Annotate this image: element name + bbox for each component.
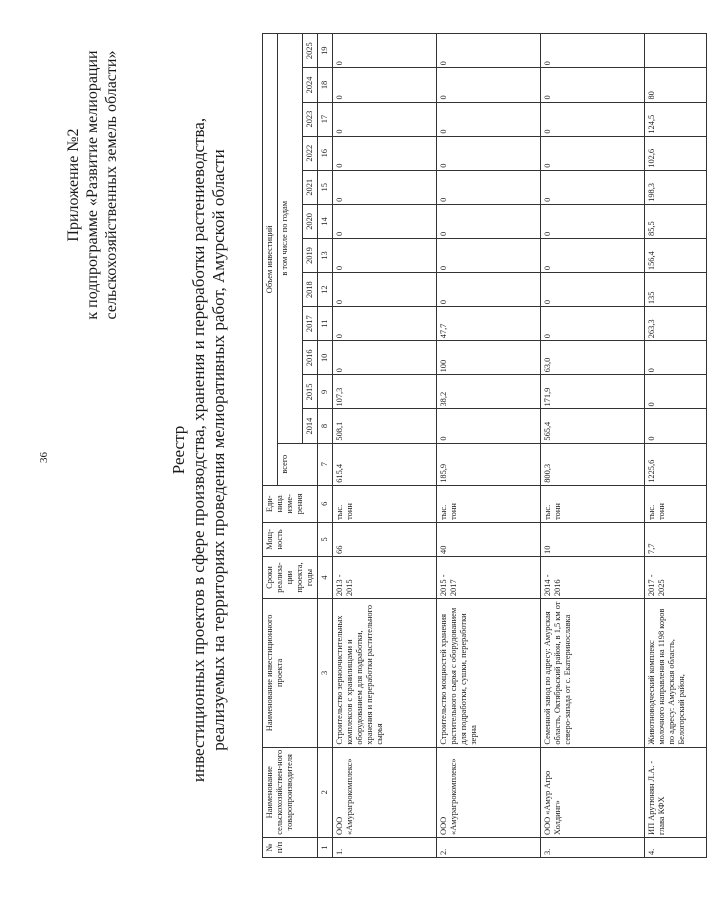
row-unit: тыс. тонн [333, 485, 437, 522]
column-number: 4 [318, 556, 333, 598]
page-number: 36 [38, 452, 50, 463]
header-investment: Объем инвестиций [263, 34, 278, 486]
column-number: 12 [318, 273, 333, 307]
column-number: 16 [318, 136, 333, 170]
appendix-line-1: Приложение №2 [65, 128, 82, 242]
investment-projects-table [262, 33, 707, 858]
row-year-value: 0 [333, 136, 437, 170]
row-year-value: 198,3 [645, 170, 707, 204]
row-year-value: 0 [333, 170, 437, 204]
row-year-value: 80 [645, 68, 707, 102]
row-year-value: 85,5 [645, 204, 707, 238]
row-terms: 2017 - 2025 [645, 556, 707, 598]
row-year-value: 0 [333, 341, 437, 375]
row-year-value: 47,7 [437, 307, 541, 341]
row-number: 4. [645, 837, 707, 857]
table-row [645, 34, 707, 858]
row-unit: тыс. тонн [645, 485, 707, 522]
row-year-value: 0 [541, 136, 645, 170]
row-capacity: 66 [333, 522, 437, 556]
header-year: 2022 [303, 136, 318, 170]
header-year: 2023 [303, 102, 318, 136]
row-year-value: 0 [333, 34, 437, 68]
row-year-value: 0 [437, 68, 541, 102]
row-year-value: 0 [541, 307, 645, 341]
column-number: 14 [318, 204, 333, 238]
row-terms: 2014 - 2016 [541, 556, 645, 598]
row-project: Строительство зерноочистительных комплексов с хранилищами и оборудованием для подработки, хранения и переработки растительного сырья [333, 599, 437, 748]
row-number: 1. [333, 837, 437, 857]
column-number: 13 [318, 238, 333, 272]
row-year-value: 0 [437, 170, 541, 204]
row-capacity: 7,7 [645, 522, 707, 556]
table-row [541, 34, 645, 858]
header-year: 2019 [303, 238, 318, 272]
row-total: 800,3 [541, 443, 645, 485]
header-year: 2014 [303, 409, 318, 443]
row-total: 615,4 [333, 443, 437, 485]
title-line-1: Реестр [169, 425, 188, 475]
row-year-value: 102,6 [645, 136, 707, 170]
row-year-value: 0 [333, 204, 437, 238]
row-year-value: 508,1 [333, 409, 437, 443]
row-project: Животноводческий комплекс молочного направления на 1198 коров по адресу: Амурская область, Белогорский район, [645, 599, 707, 748]
column-number: 17 [318, 102, 333, 136]
header-terms: Сроки реализа-ции проекта, годы [263, 556, 318, 598]
row-year-value: 0 [645, 341, 707, 375]
column-number: 6 [318, 485, 333, 522]
row-terms: 2015 - 2017 [437, 556, 541, 598]
row-year-value: 171,9 [541, 375, 645, 409]
column-number: 19 [318, 34, 333, 68]
title-line-3: реализуемых на территориях проведения мелиоративных работ, Амурской области [209, 149, 228, 751]
rotated-content [14, 10, 686, 890]
row-year-value: 0 [437, 409, 541, 443]
header-total: всего [278, 443, 318, 485]
column-number: 18 [318, 68, 333, 102]
row-year-value: 135 [645, 273, 707, 307]
row-total: 185,9 [437, 443, 541, 485]
row-year-value: 0 [541, 170, 645, 204]
column-number: 11 [318, 307, 333, 341]
column-number: 9 [318, 375, 333, 409]
header-unit: Еди-ница изме-рения [263, 485, 318, 522]
row-producer: ООО «Амурагрокомплекс» [437, 747, 541, 837]
row-producer: ООО «Амур Агро Холдинг» [541, 747, 645, 837]
header-capacity: Мощ-ность [263, 522, 318, 556]
column-number: 10 [318, 341, 333, 375]
row-year-value [645, 34, 707, 68]
row-year-value: 0 [437, 204, 541, 238]
header-year: 2025 [303, 34, 318, 68]
table-row [333, 34, 437, 858]
row-terms: 2013 - 2015 [333, 556, 437, 598]
column-number: 5 [318, 522, 333, 556]
column-number: 3 [318, 599, 333, 748]
header-year: 2020 [303, 204, 318, 238]
row-year-value: 0 [541, 273, 645, 307]
title-line-2: инвестиционных проектов в сфере производства, хранения и переработки растениеводства, [189, 117, 208, 783]
row-year-value: 0 [333, 273, 437, 307]
header-num: № п/п [263, 837, 318, 857]
row-year-value: 156,4 [645, 238, 707, 272]
row-producer: ИП Арутюнян Л.А. - глава КФХ [645, 747, 707, 837]
row-project: Семенной завод по адресу: Амурская область, Октябрьский район, в 1,5 км от северо-запада от с. Екатеринославка [541, 599, 645, 748]
column-number: 8 [318, 409, 333, 443]
row-capacity: 10 [541, 522, 645, 556]
header-year: 2017 [303, 307, 318, 341]
appendix-line-3: сельскохозяйственных земель области» [103, 50, 120, 320]
row-year-value: 0 [541, 238, 645, 272]
row-year-value: 0 [333, 102, 437, 136]
document-title [169, 70, 229, 830]
row-capacity: 40 [437, 522, 541, 556]
row-unit: тыс. тонн [541, 485, 645, 522]
header-year: 2024 [303, 68, 318, 102]
row-project: Строительство мощностей хранения растительного сырья с оборудованием для подработки, сушки, переработки зерна [437, 599, 541, 748]
row-year-value: 0 [541, 204, 645, 238]
row-year-value: 107,3 [333, 375, 437, 409]
row-year-value: 0 [541, 102, 645, 136]
table-row [437, 34, 541, 858]
header-year: 2018 [303, 273, 318, 307]
row-number: 3. [541, 837, 645, 857]
appendix-line-2: к подпрограмме «Развитие мелиорации [84, 50, 101, 320]
row-year-value: 38,2 [437, 375, 541, 409]
header-year: 2015 [303, 375, 318, 409]
row-year-value: 124,5 [645, 102, 707, 136]
row-year-value: 0 [645, 409, 707, 443]
row-year-value: 100 [437, 341, 541, 375]
row-year-value: 0 [645, 375, 707, 409]
row-year-value: 63,0 [541, 341, 645, 375]
column-number: 7 [318, 443, 333, 485]
row-unit: тыс. тонн [437, 485, 541, 522]
row-year-value: 0 [333, 307, 437, 341]
row-year-value: 0 [437, 238, 541, 272]
header-project: Наименование инвестиционного проекта [263, 599, 318, 748]
header-year: 2021 [303, 170, 318, 204]
header-by-years: в том числе по годам [278, 34, 303, 444]
row-total: 1225,6 [645, 443, 707, 485]
column-number: 2 [318, 747, 333, 837]
row-producer: ООО «Амурагрокомплекс» [333, 747, 437, 837]
row-year-value: 565,4 [541, 409, 645, 443]
header-producer: Наименование сельскохозяйствен-ного товаропроизводителя [263, 747, 318, 837]
row-year-value: 263,3 [645, 307, 707, 341]
header-year: 2016 [303, 341, 318, 375]
appendix-header [64, 20, 121, 350]
row-year-value: 0 [437, 273, 541, 307]
row-year-value: 0 [437, 34, 541, 68]
column-number: 1 [318, 837, 333, 857]
row-year-value: 0 [437, 136, 541, 170]
row-year-value: 0 [333, 238, 437, 272]
row-year-value: 0 [541, 68, 645, 102]
row-year-value: 0 [437, 102, 541, 136]
column-number: 15 [318, 170, 333, 204]
row-number: 2. [437, 837, 541, 857]
row-year-value: 0 [333, 68, 437, 102]
row-year-value: 0 [541, 34, 645, 68]
